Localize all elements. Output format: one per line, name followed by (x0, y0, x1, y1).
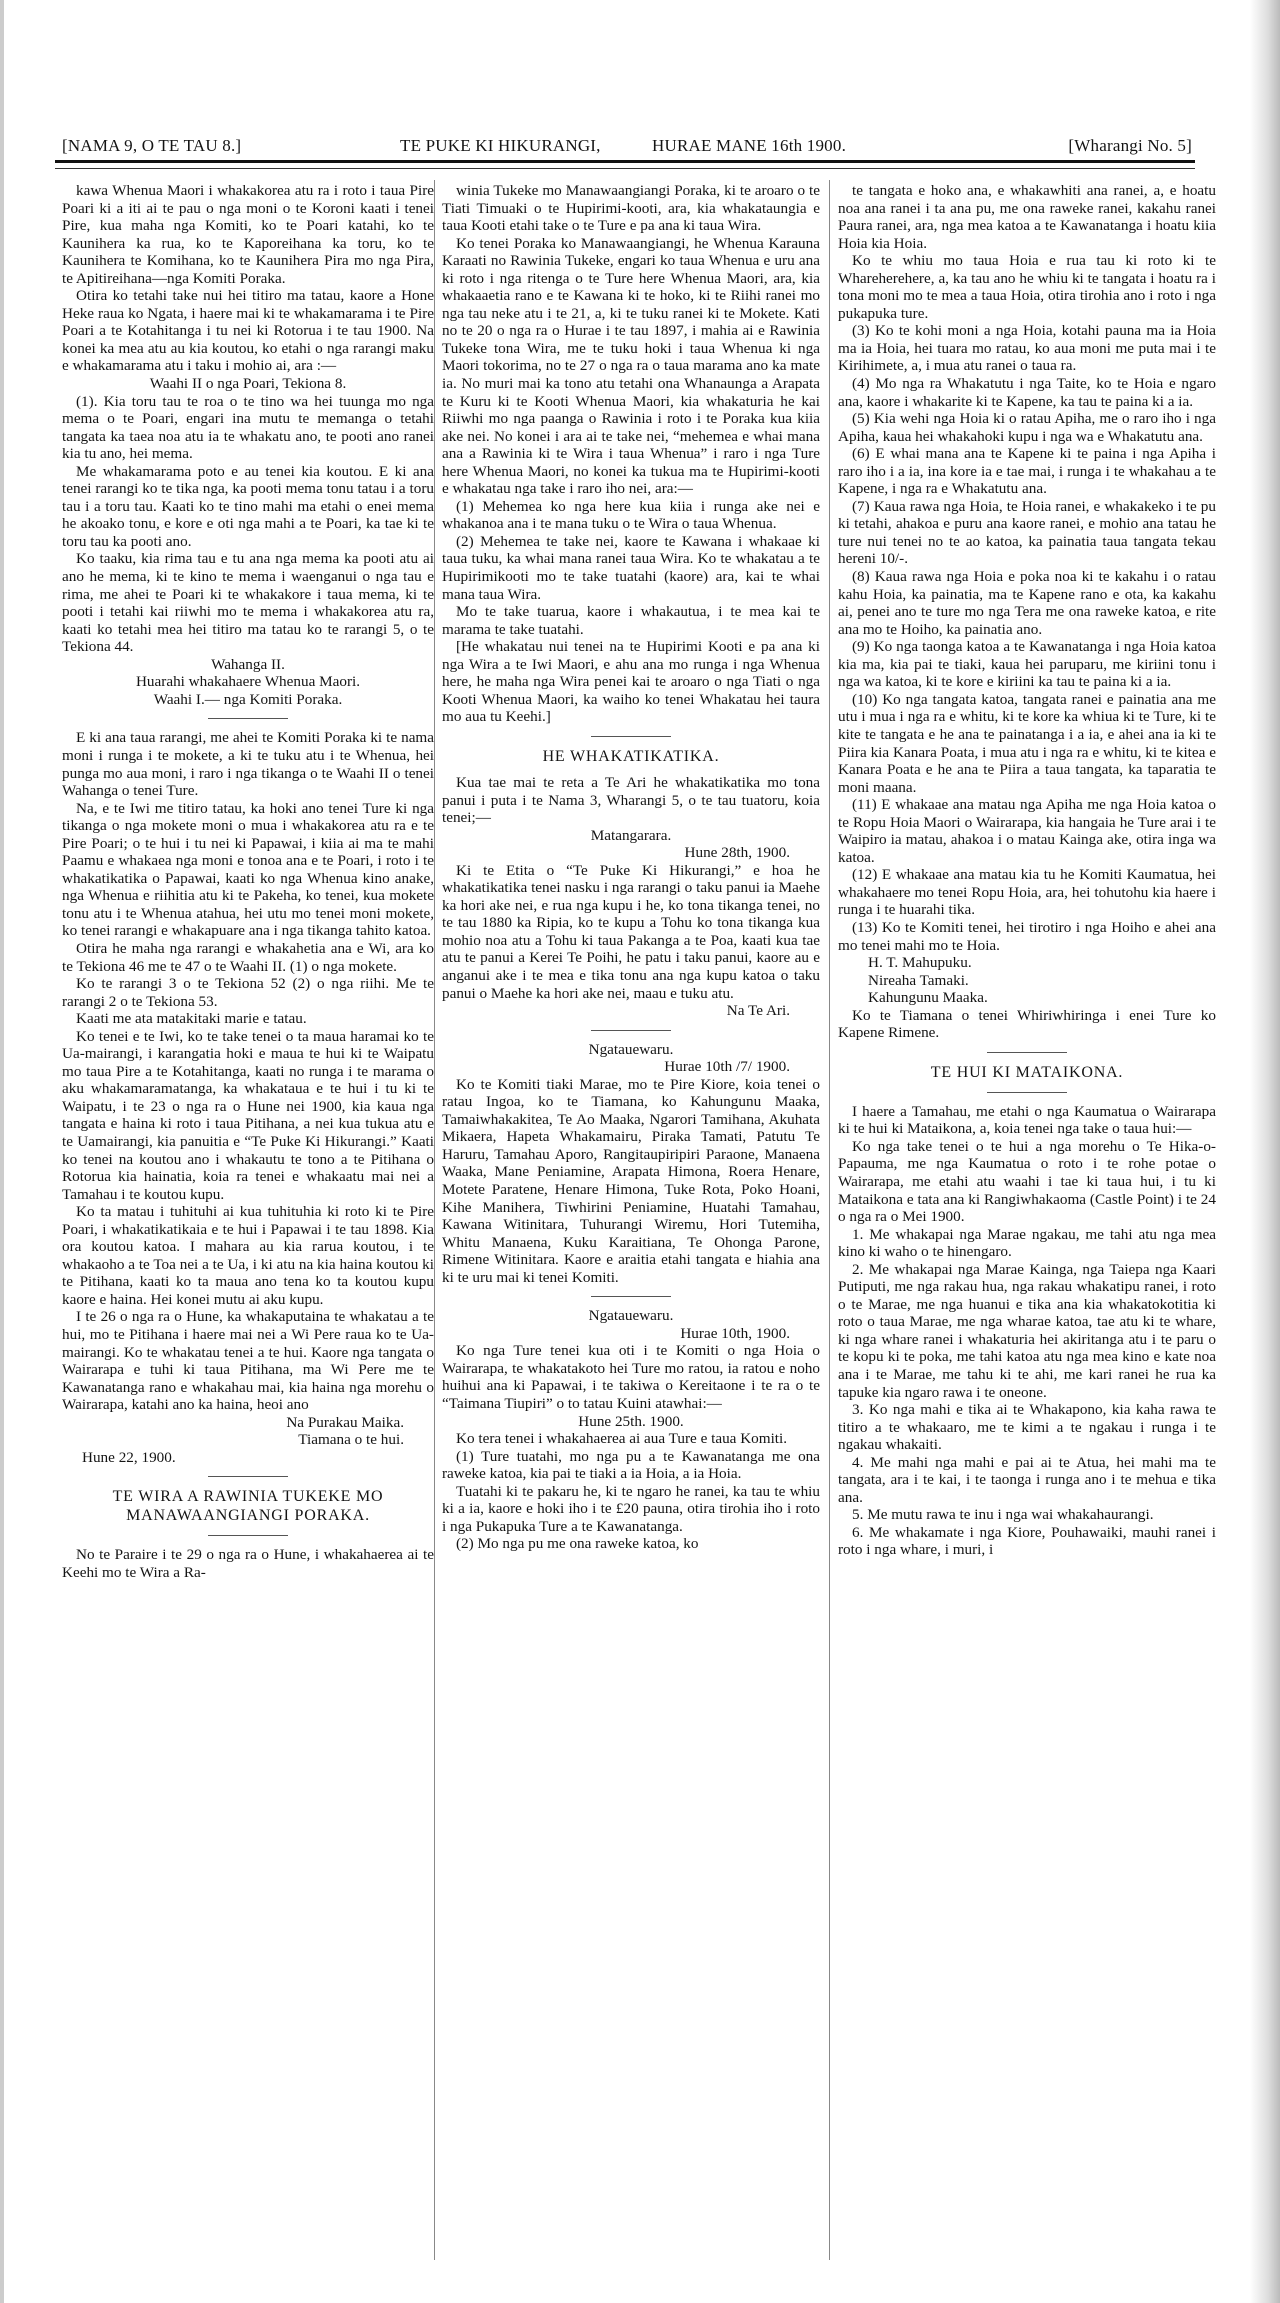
paragraph: 1. Me whakapai nga Marae ngakau, me tahi atu nga mea kino ki waho o te hinengaro. (838, 1225, 1216, 1261)
paragraph: Ko nga Ture tenei kua oti i te Komiti o nga Hoia o Wairarapa, te whakatakoto hei Ture mo ratou, ia ratou e noho huihui ana ki Papawai, i te takiwa o Kereitaone i te ra o te “Taimana Tiupiri” o to tatau Kuini atawhai:— (442, 1342, 820, 1412)
paragraph: Me whakamarama poto e au tenei kia koutou. E ki ana tenei rarangi ko te tika nga, ka pooti mema tonu tatau i a toru tau i a toru tau. Kaati ko te tino mahi ma etahi o enei mema he akoako tonu, e kore e oti nga mahi a te Poari, ka tae ki te toru tau ka pooti ano. (62, 462, 434, 550)
paragraph: (2) Mo nga pu me ona raweke katoa, ko (456, 1535, 699, 1553)
paragraph: 6. Me whakamate i nga Kiore, Pouhawaiki, mauhi ranei i roto i nga whare, i muri, i (838, 1523, 1216, 1559)
section-rule (208, 1476, 288, 1477)
dateline-or-subheading: Wahanga II. (211, 655, 285, 673)
paragraph: Ko tera tenei i whakahaerea ai aua Ture e taua Komiti. (456, 1430, 788, 1448)
paragraph: (1). Kia toru tau te roa o te tino wa hei tuunga mo nga mema o te Poari, engari ina mutu te memanga o tetahi tangata ka taea noa atu ia te whakatu ano, te pooti ano ranei kia tu ano, hei mema. (62, 392, 434, 463)
paragraph: Ko te Komiti tiaki Marae, mo te Pire Kiore, koia tenei o ratau Ingoa, ko te Tiamana, ko Kahungunu Maaka, Tamaiwhakakitea, Te Ao Maaka, Ngarori Tamihana, Akuhata Mikaera, Hapeta Whakamairu, Piraka Tamati, Patutu Te Haruru, Tamahau Aporo, Rangitaupiripiri Paraone, Manaena Waaka, Mane Peniamine, Arapata Himona, Roera Henare, Motete Paratene, Henare Himona, Tuke Rota, Poko Hoani, Kihe Manihera, Tiwhirini Peniamine, Huatahi Tamahau, Kawana Witinitara, Tuhurangi Wiremu, Hori Tutemiha, Whitu Manaena, Kuku Karaitiana, Te Ohonga Parone, Rimene Witinitara. Kaore e araitia etahi tangata e hiahia ana ki te uru mai ki tenei Komiti. (442, 1075, 820, 1286)
dateline-or-subheading: Hune 22, 1900. (82, 1448, 176, 1466)
column-3 (838, 182, 1216, 1559)
paragraph: (10) Ko nga tangata katoa, tangata ranei e painatia ana me utu i mua i nga ra e whitu, ki te kore ka whiua ki te Ture, ki te kite te tangata e he ana te painatanga i a ia, e ahei ana ia ki te Piira kia Kanara Poata, i mua atu i nga ra e whitu, ki te kitea e Kanara Poata e he ana te Piira a taua tangata, ka taparatia te moni maana. (838, 690, 1216, 796)
paragraph: winia Tukeke mo Manawaangiangi Poraka, ki te aroaro o te Tiati Timuaki o te Hupirimi-kooti, ara, kia whakataungia e taua Kooti etahi take o te Ture e pa ana ki taua Wira. (442, 182, 820, 235)
dateline-or-subheading: Hurae 10th, 1900. (680, 1324, 790, 1342)
dateline-or-subheading: Hurae 10th /7/ 1900. (664, 1058, 790, 1076)
scan-edge-left (0, 0, 4, 2303)
paragraph: 5. Me mutu rawa te inu i nga wai whakahaurangi. (852, 1506, 1154, 1524)
dateline-or-subheading: Waahi I.— nga Komiti Poraka. (153, 690, 343, 708)
paragraph: (12) E whakaae ana matau kia tu he Komiti Kaumatua, hei whakahaere mo tenei Ropu Hoia, ara, hei tohutohu kia haere i runga i te huarahi tika. (838, 866, 1216, 919)
paragraph: Mo te take tuarua, kaore i whakautua, i te mea kai te marama te take tuatahi. (442, 603, 820, 638)
dateline-or-subheading: Ngatauewaru. (588, 1307, 674, 1325)
masthead-rule-thin (55, 168, 1195, 169)
signatory-name: H. T. Mahupuku. (868, 954, 972, 972)
paragraph: 4. Me mahi nga mahi e pai ai te Atua, hei mahi ma te tangata, ara i te kai, i te taonga i runga ano i te mehua e tika ana. (838, 1453, 1216, 1506)
column-divider (434, 180, 435, 2260)
paragraph: No te Paraire i te 29 o nga ra o Hune, i whakahaerea ai te Keehi mo te Wira a Ra- (62, 1546, 434, 1581)
page-number: [Wharangi No. 5] (1068, 136, 1192, 155)
paragraph: E ki ana taua rarangi, me ahei te Komiti Poraka ki te nama moni i runga i te mokete, a ki te tuku atu i te Whenua, hei punga mo aua moni, i raro i nga tikanga o te Waahi II o tenei Wahanga o tenei Ture. (62, 729, 434, 800)
paragraph: 2. Me whakapai nga Marae Kainga, nga Taiepa nga Kaari Putiputi, me nga rakau hua, nga rakau whakatipu ranei, i roto o te Marae, me nga huanui e tika ana kia whakatokotitia ki roto o taua Marae, me nga wharae katoa, tae atu ki te whare, ki nga whare ranei i whakaturia hei akiritanga atu i te paru o te kopu ki te poka, me tahi katoa atu nga mea kino e kate noa ana i te Marae, me tahu ki te ahi, me kari ranei he rua ka tapuke kia ngaro rawa i te oneone. (838, 1260, 1216, 1401)
paragraph: (9) Ko nga taonga katoa a te Kawanatanga i nga Hoia katoa kia ma, kia pai te tiaki, kaua hei paruparu, me kiriini tonu i nga wa katoa, ki te kore e kiriini ka tau te paina ki a ia. (838, 638, 1216, 691)
paragraph: Ko tenei e te Iwi, ko te take tenei o ta maua haramai ko te Ua-mairangi, i karangatia hoki e maua te hui ki te Waipatu mo taua Pire a te Kotahitanga, kaati no runga i te marama o aku whakamaramatanga, ka whakataua e te hui i tu ki te Waipatu, i te 23 o nga ra o Hune nei 1900, kia kaua nga tangata e haina ki roto i taua Pitihana, a nei kua tukua atu e te Uamairangi, kia panuitia e “Te Puke Ki Hikurangi.” Kaati ko tenei na koutou ano i whakautu te tono a te Pitihana o Rotorua kia hainatia, koia ra tenei e whakaatu mai nei a Tamahau i te koutou kupu. (62, 1027, 434, 1203)
paragraph: te tangata e hoko ana, e whakawhiti ana ranei, a, e hoatu noa ana ranei i ta ana pu, me ona raweke ranei, kakahu ranei Paura ranei, ara, nga mea katoa a te Kawanatanga i hoatu kiia Hoia kia Hoia. (838, 182, 1216, 252)
issue-date: HURAE MANE 16th 1900. (652, 136, 847, 155)
paragraph: Ki te Etita o “Te Puke Ki Hikurangi,” e hoa he whakatikatika tenei nasku i nga rarangi o taku panui ia Maehe ka hori ake nei, e rua nga kupu i he, ko tona tikanga tenei, no te tau 1880 ka Ripia, ko te kupu a Tohu ko tona tikanga kua mohio noa atu a Tohu ki taua Pakanga a te Poa, kaati kua tae atu te panui a Kerei Te Poihi, he patu i taku panui, kaore au e anganui ake i te mea e tika tonu ana nga kupu katoa o taku panui o Maehe ka hori ake nei, maau e tuku atu. (442, 861, 820, 1002)
section-rule (591, 1030, 671, 1031)
paragraph: Ko tenei Poraka ko Manawaangiangi, he Whenua Karauna Karaati no Rawinia Tukeke, engari ko taua Whenua e uru ana ki roto i nga ritenga o te Ture here Whenua Maori, ara, kia whakaaetia rano e te Kawana ki te hoko, ki te Riihi ranei mo nga tau neke atu i te 21, a, ki te tuku ranei ki te Mokete. Kati no te 20 o nga ra o Hurae i te tau 1897, i mahia ai e Rawinia Tukeke tona Wira, me te tuku hoki i taua Whenua ki nga Maori tokorima, no te 27 o nga ra o taua marama ano ka mate ia. No muri mai ka tono atu tetahi ona Whanaunga a Arapata te Kuru ki te Kooti Whenua Maori, kia whakaturia he kai Riiwhi mo nga paanga o Rawinia i roto i te Poraka kua kiia ake nei. No konei i ara ai te take nei, “mehemea e whai mana ana a Rawinia ki te Wira i taua Whenua” i raro i nga Ture here Whenua Maori, no konei ka tukua ma te Hupirimi-kooti e whakatau nga take i raro iho nei, ara:— (442, 234, 820, 498)
paragraph: Ko nga take tenei o te hui a nga morehu o Te Hika-o-Papauma, me nga Kaumatua o roto i te rohe potae o Wairarapa, me etahi atu waahi i tae ki taua hui, i tu ki Mataikona e tata ana ki Rangiwhakaoma (Castle Point) i te 24 o nga ra o Mei 1900. (838, 1137, 1216, 1226)
section-rule (987, 1052, 1067, 1053)
section-rule (591, 1296, 671, 1297)
section-rule (208, 718, 288, 719)
section-rule (208, 1535, 288, 1536)
dateline-or-subheading: Matangarara. (590, 826, 672, 844)
dateline-or-subheading: Ngatauewaru. (588, 1040, 674, 1058)
newspaper-title: TE PUKE KI HIKURANGI, (400, 136, 601, 155)
paragraph: Otira ko tetahi take nui hei titiro ma tatau, kaore a Hone Heke raua ko Ngata, i haere mai ki te whakamarama i te Pire Poari a te Kotahitanga i tu nei ki Rotorua i te tau 1900. Na konei ka mea atu au kia koutou, ko etahi o nga rarangi maku e whakamarama atu i taku i mohio ai, ara :— (62, 287, 434, 375)
paragraph: Ko taaku, kia rima tau e tu ana nga mema ka pooti atu ai ano he mema, ki te kino te mema i waenganui o nga tau e rima, me ahei te Poari ki te whakakore i taua mema, ki te pooti i tetahi kai riiwhi mo te mema i whakakorea atu ra, kaati ko tetahi mea hei titiro ma tatau ko te rarangi 5, o te Tekiona 44. (62, 550, 434, 656)
article-heading: TE HUI KI MATAIKONA. (930, 1063, 1124, 1081)
column-2 (442, 182, 820, 1553)
dateline-or-subheading: Na Purakau Maika. (286, 1413, 404, 1431)
paragraph: (6) E whai mana ana te Kapene ki te paina i nga Apiha i raro iho i a ia, ina kore ia e tae mai, i runga i te whakahau a te Kapene, i nga ra e Whakatutu ana. (838, 445, 1216, 498)
paragraph: (5) Kia wehi nga Hoia ki o ratau Apiha, me o raro iho i nga Apiha, kaua hei whakahoki kupu i nga wa e Whakatutu ana. (838, 410, 1216, 445)
section-rule (987, 1092, 1067, 1093)
paragraph: Kua tae mai te reta a Te Ari he whakatikatika mo tona panui i puta i te Nama 3, Wharangi 5, o te tau tuatoru, koia tenei;— (442, 773, 820, 827)
dateline-or-subheading: Hune 28th, 1900. (684, 844, 790, 862)
signatory-name: Nireaha Tamaki. (868, 971, 969, 989)
paragraph: Ko te whiu mo taua Hoia e rua tau ki roto ki te Whareherehere, a, ka tau ano he whiu ki te tangata i hoatu ra i tona moni mo te mea a taua Hoia, otira tirohia ano i roto i nga pukapuka ture. (838, 252, 1216, 322)
paragraph: Na, e te Iwi me titiro tatau, ka hoki ano tenei Ture ki nga tikanga o nga mokete moni o mua i whakakorea atu ra e te Pire Poari; o te hui i tu nei ki Papawai, i kiia ai ma te mahi Paamu e whakaea nga moni e tonoa ana e te Poari, i roto i te whakatikatika o Papawai, kaati ko nga Whenua kino anake, nga Whenua e riihitia atu ki te Pakeha, ko tenei, kua mokete tonu atu i te Whenua atahua, hei utu mo tenei moni mokete, ko tenei rarangi e whakapuare ana i nga tikanga tahito katoa. (62, 799, 434, 940)
paragraph: Otira he maha nga rarangi e whakahetia ana e Wi, ara ko te Tekiona 46 me te 47 o te Waahi II. (1) o nga mokete. (62, 939, 434, 975)
dateline-or-subheading: Waahi II o nga Poari, Tekiona 8. (149, 375, 347, 393)
paragraph: (13) Ko te Komiti tenei, hei tirotiro i nga Hoiho e ahei ana mo tenei mahi mo te Hoia. (838, 918, 1216, 954)
paragraph: Ko ta matau i tuhituhi ai kua tuhituhia ki roto ki te Pire Poari, i whakatikatikaia e te hui i Papawai i te tau 1898. Kia ora koutou katoa. I mahara au kia rarua koutou, i te whakaoho a te Toa nei a te Ua, i ki atu na kia haina koutou ki te Pitihana, kaati ko ta maua ano tena ko ta koutou kupu kaore e haina. Hei konei mutu ai aku kupu. (62, 1203, 434, 1308)
article-heading: HE WHAKATIKATIKA. (542, 747, 720, 765)
paragraph: (1) Mehemea ko nga here kua kiia i runga ake nei e whakanoa ana i te mana tuku o te Wira o taua Whenua. (442, 497, 820, 533)
column-divider (829, 180, 830, 2260)
section-rule (591, 736, 671, 737)
paragraph: Tuatahi ki te pakaru he, ki te ngaro he ranei, ka tau te whiu ki a ia, kaore e hoki iho i te £20 pauna, otira tirohia iho i roto i nga Pukapuka Ture a te Kawanatanga. (442, 1482, 820, 1535)
paragraph: (3) Ko te kohi moni a nga Hoia, kotahi pauna ma ia Hoia ma ia Hoia, hei tuara mo ratau, ko aua moni me puta mai i te Kirihimete, a, i mua atu ranei o taua ra. (838, 322, 1216, 375)
signatory-name: Kahungunu Maaka. (868, 989, 988, 1007)
dateline-or-subheading: Hune 25th. 1900. (578, 1412, 684, 1430)
column-1 (62, 182, 434, 1581)
masthead (62, 136, 1192, 162)
dateline-or-subheading: Na Te Ari. (726, 1002, 790, 1020)
article-heading: TE WIRA A RAWINIA TUKEKE MO MANAWAANGIANGI PORAKA. (112, 1488, 384, 1525)
scan-edge-right (1250, 0, 1280, 2303)
paragraph: I haere a Tamahau, me etahi o nga Kaumatua o Wairarapa ki te hui ki Mataikona, a, koia tenei nga take o taua hui:— (838, 1102, 1216, 1138)
paragraph: (1) Ture tuatahi, mo nga pu a te Kawanatanga me ona raweke katoa, kia pai te tiaki a ia Hoia, a ia Hoia. (442, 1447, 820, 1483)
paragraph: (2) Mehemea te take nei, kaore te Kawana i whakaae ki taua tuku, ka whai mana ranei taua Wira. Ko te whakatau a te Hupirimikooti mo te take tuatahi (kaore) ara, kai te whai mana taua Wira. (442, 532, 820, 603)
paragraph: 3. Ko nga mahi e tika ai te Whakapono, kia kaha rawa te titiro a te whakaaro, me te kimi a te ngakau i runga i te ngakau whakaiti. (838, 1401, 1216, 1454)
paragraph: Kaati me ata matakitaki marie e tatau. (76, 1010, 307, 1028)
paragraph: (8) Kaua rawa nga Hoia e poka noa ki te kakahu i o ratau kahu Hoia, ka painatia, ma te Kapene rano e ota, ka kakahu ai, penei ano te ture mo nga Tera me ona raweke katoa, e rite ana mo te Hoiho, ka painatia ano. (838, 568, 1216, 638)
paragraph: [He whakatau nui tenei na te Hupirimi Kooti e pa ana ki nga Wira a te Iwi Maori, e ahu ana mo runga i nga Whenua here, he maha nga Wira penei kai te aroaro o nga Tiati o nga Kooti Whenua Maori, ka waiho ko tenei Whakatau hei taura mo aua tu Keehi.] (442, 638, 820, 726)
paragraph: (7) Kaua rawa nga Hoia, te Hoia ranei, e whakakeko i te pu ki tetahi, ahakoa e puru ana kaore ranei, e mohio ana tatau he ture nui tenei no te ao katoa, ka painatia taua tangata tekau hereni 10/-. (838, 497, 1216, 568)
dateline-or-subheading: Tiamana o te hui. (298, 1431, 404, 1449)
paragraph: Ko te rarangi 3 o te Tekiona 52 (2) o nga riihi. Me te rarangi 2 o te Tekiona 53. (62, 975, 434, 1010)
masthead-rule-thick (55, 160, 1195, 163)
dateline-or-subheading: Huarahi whakahaere Whenua Maori. (135, 673, 361, 691)
paragraph: kawa Whenua Maori i whakakorea atu ra i roto i taua Pire Poari ki a iti ai te pau o nga moni o te Koroni kaati i tenei Pire, kua maha nga Komiti, ko te Poari katahi, ko te Kaunihera ka rua, ko te Kaporeihana ka toru, ko te Kaunihera te Komihana, ko te Kaunihera Pira mo nga Pira, te Apitireihana—nga Komiti Poraka. (62, 182, 434, 287)
paragraph: (11) E whakaae ana matau nga Apiha me nga Hoia katoa o te Ropu Hoia Maori o Wairarapa, kia hangaia he Ture arai i te Waipiro ia matau, ahakoa i o matau Kainga ake, otira inga wa katoa. (838, 796, 1216, 866)
paragraph: I te 26 o nga ra o Hune, ka whakaputaina te whakatau a te hui, mo te Pitihana i haere mai nei a Wi Pere raua ko te Ua-mairangi. Ko te whakatau tenei a te hui. Kaore nga tangata o Wairarapa e tuhi ki taua Pitihana, ma Wi Pere me te Kawanatanga rano e whakahau mai, kia haina nga morehu o Wairarapa, katahi ano ka haina, heoi ano (62, 1308, 434, 1414)
paragraph: Ko te Tiamana o tenei Whiriwhiringa i enei Ture ko Kapene Rimene. (838, 1006, 1216, 1042)
issue-number: [NAMA 9, O TE TAU 8.] (62, 136, 242, 155)
paragraph: (4) Mo nga ra Whakatutu i nga Taite, ko te Hoia e ngaro ana, kaore i whakarite ki te Kapene, ka tau te paina ki a ia. (838, 375, 1216, 410)
